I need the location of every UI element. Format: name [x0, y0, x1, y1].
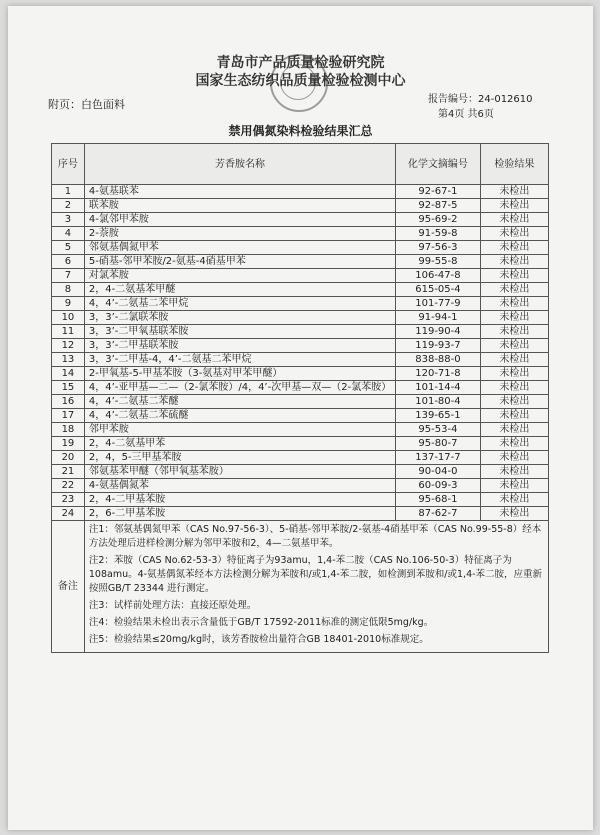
row-cas: 92-67-1 — [396, 185, 480, 199]
row-name: 2-甲氧基-5-甲基苯胺（3-氨基对甲苯甲醚） — [84, 367, 395, 381]
row-no: 9 — [52, 297, 85, 311]
row-result: 未检出 — [480, 423, 548, 437]
col-header-result: 检验结果 — [480, 144, 548, 185]
note-2: 注2：苯胺（CAS No.62-53-3）特征离子为93amu，1,4-苯二胺（CAS No.106-50-3）特征离子为108amu。4-氨基偶氮苯经本方法检测分解为苯胺和/或1,4-苯二胺，如检测到苯胺和/或1,4-苯二胺，应重新按照GB/T 23344 进行测定。 — [88, 555, 543, 594]
row-no: 11 — [52, 325, 85, 339]
row-name: 4，4’-亚甲基—二—（2-氯苯胺）/4，4’-次甲基—双—（2-氯苯胺） — [84, 381, 395, 395]
row-result: 未检出 — [480, 493, 548, 507]
report-meta — [428, 92, 533, 122]
row-name: 4-氯邻甲苯胺 — [84, 213, 395, 227]
row-result: 未检出 — [480, 507, 548, 521]
row-no: 7 — [52, 269, 85, 283]
row-cas: 101-80-4 — [396, 395, 480, 409]
row-result: 未检出 — [480, 339, 548, 353]
table-row — [52, 269, 549, 283]
row-cas: 95-53-4 — [396, 423, 480, 437]
row-no: 21 — [52, 465, 85, 479]
row-result: 未检出 — [480, 255, 548, 269]
row-no: 3 — [52, 213, 85, 227]
row-cas: 97-56-3 — [396, 241, 480, 255]
col-header-no: 序号 — [52, 144, 85, 185]
center-name: 国家生态纺织品质量检验检测中心 — [195, 73, 406, 89]
note-4: 注4：检验结果未检出表示含量低于GB/T 17592-2011标准的测定低限5mg/kg。 — [88, 617, 434, 628]
row-name: 2-萘胺 — [84, 227, 395, 241]
row-no: 14 — [52, 367, 85, 381]
table-row — [52, 479, 549, 493]
table-row — [52, 185, 549, 199]
table-header-row — [52, 144, 549, 185]
table-row — [52, 367, 549, 381]
table-row — [52, 283, 549, 297]
row-cas: 139-65-1 — [396, 409, 480, 423]
table-row — [52, 353, 549, 367]
row-cas: 87-62-7 — [396, 507, 480, 521]
table-row — [52, 297, 549, 311]
col-header-cas: 化学文摘编号 — [396, 144, 480, 185]
row-name: 2，4-二氨基甲苯 — [84, 437, 395, 451]
row-result: 未检出 — [480, 395, 548, 409]
report-number: 报告编号：24-012610 — [428, 94, 533, 105]
row-name: 2，4-二氨基苯甲醚 — [84, 283, 395, 297]
row-cas: 91-94-1 — [396, 311, 480, 325]
note-1: 注1：邻氨基偶氮甲苯（CAS No.97-56-3）、5-硝基-邻甲苯胺/2-氨基-4硝基甲苯（CAS No.99-55-8）经本方法处理后进样检测分解为邻甲苯胺和2，4—二氨基甲苯。 — [88, 524, 542, 549]
table-row — [52, 493, 549, 507]
row-result: 未检出 — [480, 367, 548, 381]
row-no: 23 — [52, 493, 85, 507]
row-cas: 838-88-0 — [396, 353, 480, 367]
row-name: 3，3’-二氯联苯胺 — [84, 311, 395, 325]
row-result: 未检出 — [480, 297, 548, 311]
row-name: 邻甲苯胺 — [84, 423, 395, 437]
row-result: 未检出 — [480, 241, 548, 255]
row-result: 未检出 — [480, 199, 548, 213]
row-result: 未检出 — [480, 283, 548, 297]
attachment-label: 附页：白色面料 — [48, 98, 125, 111]
row-cas: 119-90-4 — [396, 325, 480, 339]
row-cas: 60-09-3 — [396, 479, 480, 493]
row-name: 2，4-二甲基苯胺 — [84, 493, 395, 507]
row-cas: 91-59-8 — [396, 227, 480, 241]
table-title: 禁用偶氮染料检验结果汇总 — [228, 124, 373, 138]
row-name: 3，3’-二甲基联苯胺 — [84, 339, 395, 353]
row-no: 17 — [52, 409, 85, 423]
row-name: 3，3’-二甲氧基联苯胺 — [84, 325, 395, 339]
row-no: 15 — [52, 381, 85, 395]
row-cas: 106-47-8 — [396, 269, 480, 283]
table-row — [52, 227, 549, 241]
row-name: 4，4’-二氨基二苯甲烷 — [84, 297, 395, 311]
row-result: 未检出 — [480, 437, 548, 451]
row-no: 18 — [52, 423, 85, 437]
row-no: 19 — [52, 437, 85, 451]
row-name: 4，4’-二氨基二苯硫醚 — [84, 409, 395, 423]
row-no: 22 — [52, 479, 85, 493]
row-cas: 119-93-7 — [396, 339, 480, 353]
row-name: 联苯胺 — [84, 199, 395, 213]
table-row — [52, 199, 549, 213]
table-row — [52, 325, 549, 339]
row-no: 6 — [52, 255, 85, 269]
row-no: 2 — [52, 199, 85, 213]
row-cas: 101-77-9 — [396, 297, 480, 311]
row-no: 20 — [52, 451, 85, 465]
notes-cell — [84, 521, 548, 653]
page-info: 第4页 共6页 — [438, 109, 494, 120]
row-cas: 95-69-2 — [396, 213, 480, 227]
row-name: 2，6-二甲基苯胺 — [84, 507, 395, 521]
row-cas: 615-05-4 — [396, 283, 480, 297]
row-name: 4-氨基偶氮苯 — [84, 479, 395, 493]
row-no: 10 — [52, 311, 85, 325]
row-result: 未检出 — [480, 227, 548, 241]
row-cas: 95-68-1 — [396, 493, 480, 507]
row-cas: 95-80-7 — [396, 437, 480, 451]
table-row — [52, 255, 549, 269]
row-result: 未检出 — [480, 325, 548, 339]
institute-name: 青岛市产品质量检验研究院 — [216, 55, 385, 71]
row-no: 13 — [52, 353, 85, 367]
row-result: 未检出 — [480, 311, 548, 325]
row-cas: 137-17-7 — [396, 451, 480, 465]
table-row — [52, 451, 549, 465]
notes-row — [52, 521, 549, 653]
row-name: 邻氨基偶氮甲苯 — [84, 241, 395, 255]
note-3: 注3：试样前处理方法：直接还原处理。 — [88, 600, 257, 611]
row-name: 2，4，5-三甲基苯胺 — [84, 451, 395, 465]
table-row — [52, 339, 549, 353]
row-result: 未检出 — [480, 269, 548, 283]
table-row — [52, 507, 549, 521]
row-result: 未检出 — [480, 465, 548, 479]
results-table — [51, 143, 549, 653]
row-no: 4 — [52, 227, 85, 241]
row-result: 未检出 — [480, 479, 548, 493]
row-result: 未检出 — [480, 213, 548, 227]
row-result: 未检出 — [480, 381, 548, 395]
row-cas: 92-87-5 — [396, 199, 480, 213]
row-no: 1 — [52, 185, 85, 199]
row-no: 12 — [52, 339, 85, 353]
row-no: 8 — [52, 283, 85, 297]
row-no: 24 — [52, 507, 85, 521]
row-name: 4，4’-二氨基二苯醚 — [84, 395, 395, 409]
row-name: 5-硝基-邻甲苯胺/2-氨基-4硝基甲苯 — [84, 255, 395, 269]
table-row — [52, 423, 549, 437]
report-page — [8, 6, 593, 830]
row-cas: 120-71-8 — [396, 367, 480, 381]
row-name: 3，3’-二甲基-4，4’-二氨基二苯甲烷 — [84, 353, 395, 367]
row-cas: 99-55-8 — [396, 255, 480, 269]
row-no: 16 — [52, 395, 85, 409]
row-result: 未检出 — [480, 451, 548, 465]
table-row — [52, 409, 549, 423]
row-name: 对氯苯胺 — [84, 269, 395, 283]
table-row — [52, 213, 549, 227]
col-header-name: 芳香胺名称 — [84, 144, 395, 185]
note-5: 注5：检验结果≤20mg/kg时，该芳香胺检出量符合GB 18401-2010标准规定。 — [88, 634, 429, 645]
table-row — [52, 437, 549, 451]
table-row — [52, 395, 549, 409]
table-row — [52, 241, 549, 255]
table-row — [52, 381, 549, 395]
row-cas: 90-04-0 — [396, 465, 480, 479]
row-name: 4-氨基联苯 — [84, 185, 395, 199]
row-no: 5 — [52, 241, 85, 255]
table-row — [52, 311, 549, 325]
row-result: 未检出 — [480, 353, 548, 367]
table-row — [52, 465, 549, 479]
notes-label: 备注 — [52, 521, 85, 653]
row-result: 未检出 — [480, 409, 548, 423]
row-cas: 101-14-4 — [396, 381, 480, 395]
row-result: 未检出 — [480, 185, 548, 199]
row-name: 邻氨基苯甲醚（邻甲氧基苯胺） — [84, 465, 395, 479]
